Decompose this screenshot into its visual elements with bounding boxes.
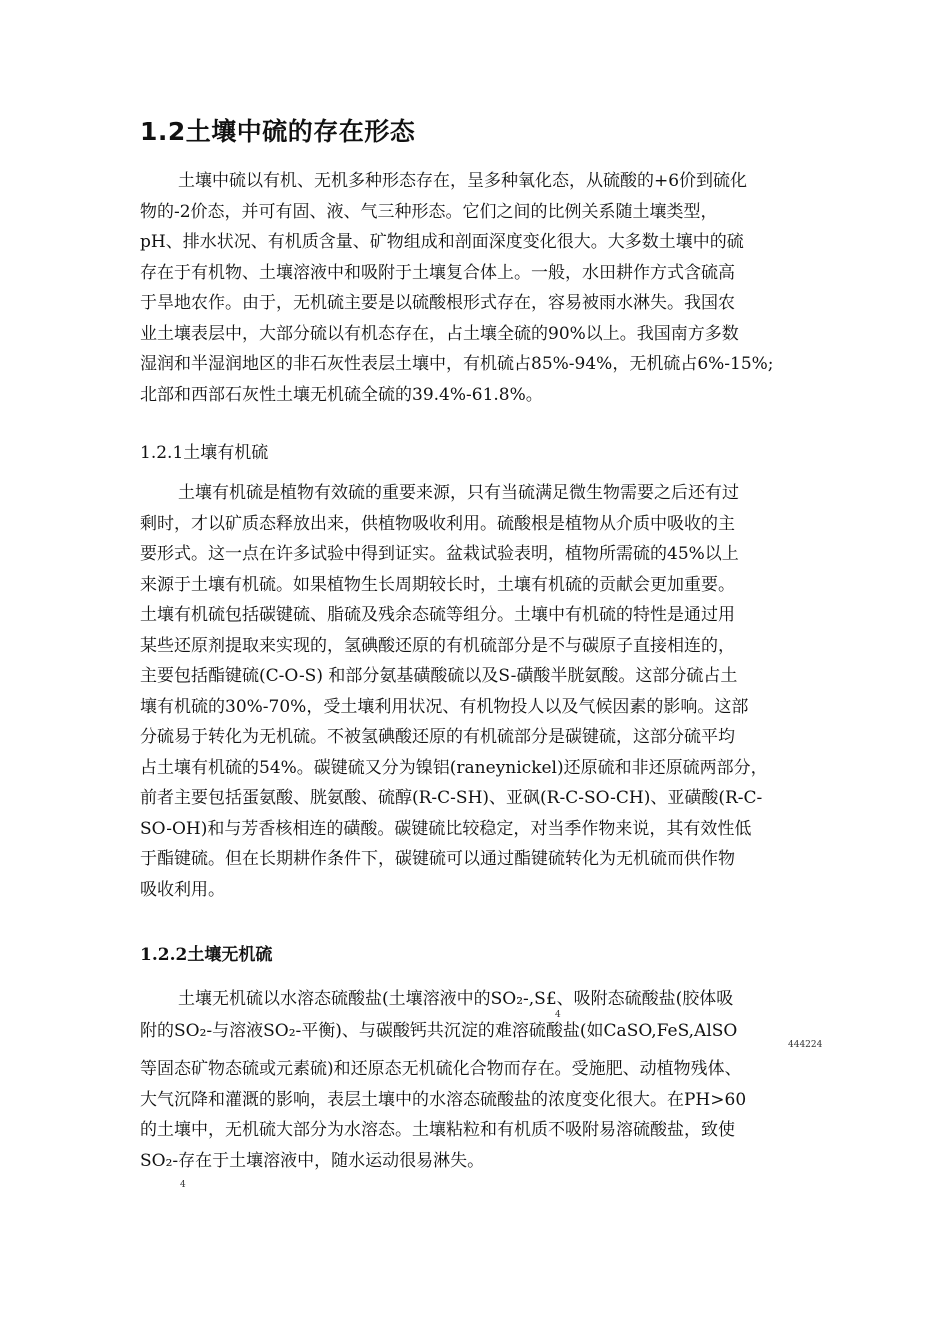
text-line: 业土壤表层中，大部分硫以有机态存在，占土壤全硫的90%以上。我国南方多数 xyxy=(140,323,739,344)
text-line: 土壤有机硫是植物有效硫的重要来源，只有当硫满足微生物需要之后还有过 xyxy=(178,483,739,503)
text-line: 等固态矿物态硫或元素硫)和还原态无机硫化合物而存在。受施肥、动植物残体、 xyxy=(140,1059,742,1079)
text-line: 主要包括酯键硫(C-O-S) 和部分氨基磺酸硫以及S-磺酸半胱氨酸。这部分硫占土 xyxy=(140,666,738,686)
text-line: 剩时，才以矿质态释放出来，供植物吸收利用。硫酸根是植物从介质中吸收的主 xyxy=(140,513,735,534)
text-line: 北部和西部石灰性土壤无机硫全硫的39.4%-61.8%。 xyxy=(140,384,543,405)
paragraph-inorganic-sulfur-line2 xyxy=(140,1016,820,1047)
paragraph-organic-sulfur xyxy=(140,478,820,905)
section-heading: 1.2土壤中硫的存在形态 xyxy=(140,117,416,146)
text-line: 某些还原剂提取来实现的，氢碘酸还原的有机硫部分是不与碳原子直接相连的， xyxy=(140,635,735,656)
text-line: 占土壤有机硫的54%。碳键硫又分为镍铝(raneynickel)还原硫和非还原硫两部分， xyxy=(140,757,768,778)
text-line: 壤有机硫的30%-70%，受土壤利用状况、有机物投人以及气候因素的影响。这部 xyxy=(140,696,749,717)
text-line: 分硫易于转化为无机硫。不被氢碘酸还原的有机硫部分是碳键硫，这部分硫平均 xyxy=(140,727,735,747)
text-line: 前者主要包括蛋氨酸、胱氨酸、硫醇(R-C-SH)、亚砜(R-C-SO-CH)、亚磺酸(R-C- xyxy=(140,788,763,808)
paragraph-inorganic-sulfur-intro xyxy=(140,984,820,1015)
subscript-note: 4 xyxy=(180,1180,186,1190)
text-line: 大气沉降和灌溉的影响，表层土壤中的水溶态硫酸盐的浓度变化很大。在PH>60 xyxy=(140,1089,747,1110)
text-line: SO₂-存在于土壤溶液中，随水运动很易淋失。 xyxy=(140,1150,485,1171)
paragraph-inorganic-sulfur xyxy=(140,1054,820,1176)
text-line: 土壤有机硫包括碳键硫、脂硫及残余态硫等组分。土壤中有机硫的特性是通过用 xyxy=(140,605,735,625)
subscript-note: 444224 xyxy=(788,1040,823,1050)
text-line: 于旱地农作。由于，无机硫主要是以硫酸根形式存在，容易被雨水淋失。我国农 xyxy=(140,293,735,313)
text-line: SO-OH)和与芳香核相连的磺酸。碳键硫比较稳定，对当季作物来说，其有效性低 xyxy=(140,818,752,839)
text-line: 吸收利用。 xyxy=(140,879,225,900)
text-line: 土壤无机硫以水溶态硫酸盐(土壤溶液中的SO₂-,S£、吸附态硫酸盐(胶体吸 xyxy=(178,989,734,1009)
text-line: pH、排水状况、有机质含量、矿物组成和剖面深度变化很大。大多数土壤中的硫 xyxy=(140,232,744,252)
paragraph-sulfur-forms xyxy=(140,166,820,410)
subheading-organic-sulfur: 1.2.1土壤有机硫 xyxy=(140,443,269,463)
subheading-inorganic-sulfur: 1.2.2土壤无机硫 xyxy=(140,945,273,965)
subscript-note: 4 xyxy=(555,1010,561,1020)
text-line: 物的-2价态，并可有固、液、气三种形态。它们之间的比例关系随土壤类型， xyxy=(140,201,718,222)
text-line: 要形式。这一点在许多试验中得到证实。盆栽试验表明，植物所需硫的45%以上 xyxy=(140,544,739,564)
text-line: 土壤中硫以有机、无机多种形态存在，呈多种氧化态，从硫酸的+6价到硫化 xyxy=(178,171,748,191)
text-line: 附的SO₂-与溶液SO₂-平衡)、与碳酸钙共沉淀的难溶硫酸盐(如CaSO,FeS,AlSO xyxy=(140,1021,738,1041)
text-line: 于酯键硫。但在长期耕作条件下，碳键硫可以通过酯键硫转化为无机硫而供作物 xyxy=(140,849,735,869)
text-line: 存在于有机物、土壤溶液中和吸附于土壤复合体上。一般，水田耕作方式含硫高 xyxy=(140,262,735,283)
text-line: 来源于土壤有机硫。如果植物生长周期较长时，土壤有机硫的贡献会更加重要。 xyxy=(140,574,735,595)
text-line: 的土壤中，无机硫大部分为水溶态。土壤粘粒和有机质不吸附易溶硫酸盐，致使 xyxy=(140,1120,735,1140)
text-line: 湿润和半湿润地区的非石灰性表层土壤中，有机硫占85%-94%，无机硫占6%-15%; xyxy=(140,354,774,374)
